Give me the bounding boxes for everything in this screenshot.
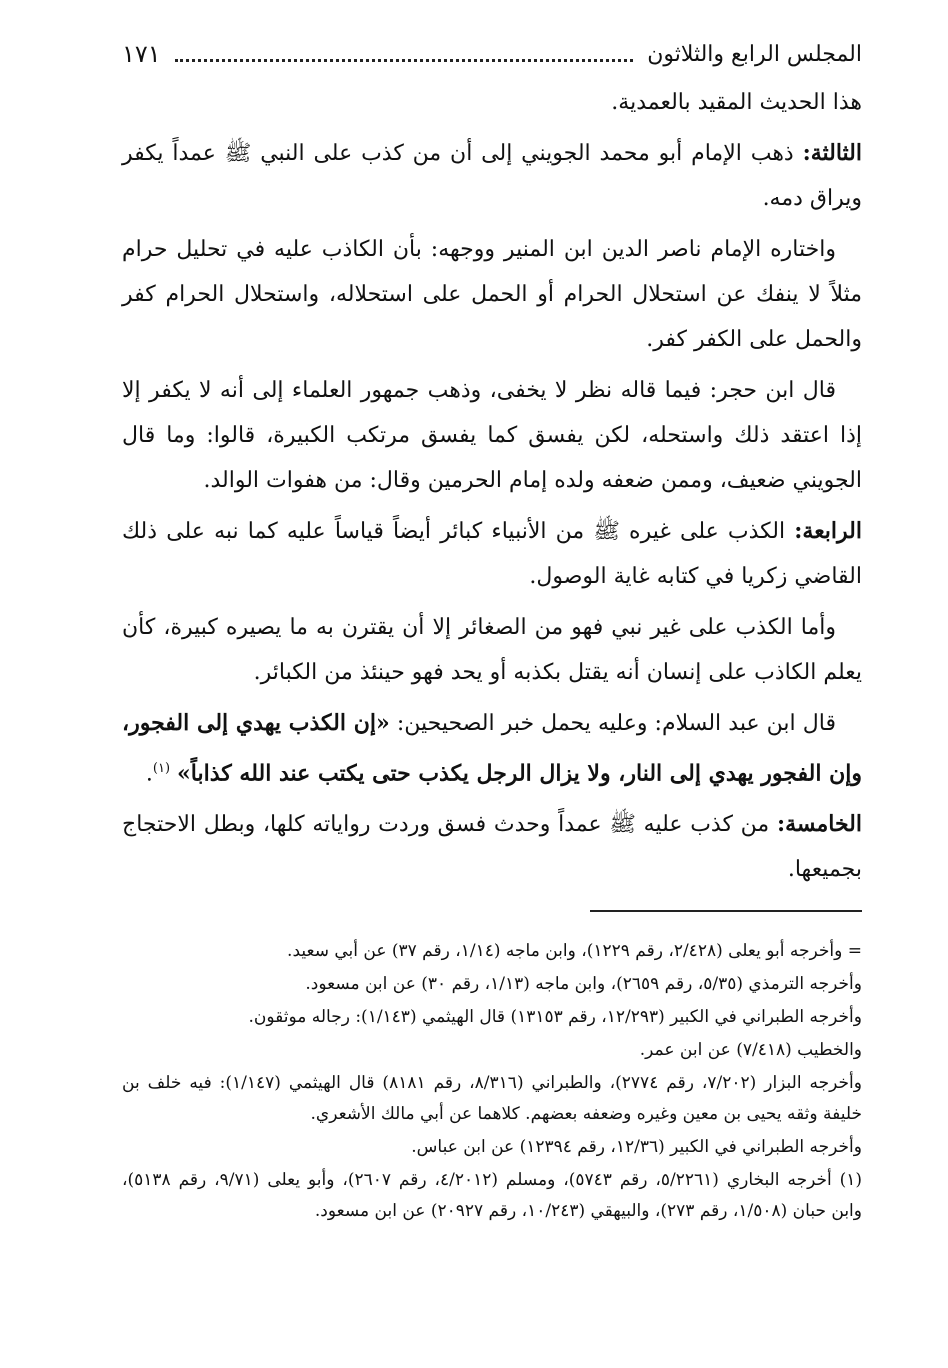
section-label-third: الثالثة: — [802, 140, 862, 166]
paragraph-minor-sins: وأما الكذب على غير نبي فهو من الصغائر إلا أن يقترن به ما يصيره كبيرة، كأن يعلم الكاذب على إنسان أنه يقتل بكذبه أو يحد فهو حينئذ من الكبائر. — [122, 615, 862, 685]
footnotes — [122, 936, 862, 1229]
header-dotted-leader — [175, 47, 634, 62]
footnote-line: (١) أخرجه البخاري (٥/٢٢٦١، رقم ٥٧٤٣)، ومسلم (٤/٢٠١٢، رقم ٢٦٠٧)، وأبو يعلى (٩/٧١، رقم ٥١٣٨)، وابن حبان (١/٥٠٨، رقم ٢٧٣)، والبيهقي (١٠/٢٤٣، رقم ٢٠٩٢٧) عن ابن مسعود. — [122, 1170, 863, 1221]
section-label-fifth: الخامسة: — [776, 811, 862, 838]
paragraph-continuation: هذا الحديث المقيد بالعمدية. — [611, 90, 862, 115]
section-label-fourth: الرابعة: — [794, 518, 862, 544]
paragraph-fourth — [122, 509, 862, 599]
footnote-line: والخطيب (٧/٤١٨) عن ابن عمر. — [639, 1040, 862, 1060]
chapter-title: المجلس الرابع والثلاثون — [647, 41, 862, 67]
paragraph-ibn-munir: واختاره الإمام ناصر الدين ابن المنير ووجهه: بأن الكاذب عليه في تحليل حرام مثلاً لا ينفك عن استحلال الحرام أو الحمل على استحلاله، واستحلال الحرام كفر والحمل على الكفر كفر. — [122, 237, 862, 352]
paragraph-ibn-abd-salam — [122, 701, 862, 796]
footnote-separator — [590, 910, 862, 912]
paragraph-fifth — [122, 802, 862, 892]
hadith-end: . — [145, 761, 153, 787]
hadith-intro: قال ابن عبد السلام: وعليه يحمل خبر الصحيحين: — [396, 711, 836, 736]
running-header — [122, 34, 862, 74]
footnote-ref-1: (١) — [152, 761, 171, 776]
footnote-line: وأخرجه البزار (٧/٢٠٢، رقم ٢٧٧٤)، والطبراني (٨/٣١٦، رقم ٨١٨١) قال الهيثمي (١/١٤٧): فيه خلف بن خليفة وثقه يحيى بن معين وغيره وضعفه بعضهم. كلاهما عن أبي مالك الأشعري. — [122, 1073, 862, 1124]
paragraph-fifth-text: من كذب عليه ﷺ عمداً وحدث فسق وردت رواياته كلها، وبطل الاحتجاج بجميعها. — [122, 812, 862, 883]
hadith-quote: «إن الكذب يهدي إلى الفجور، وإن الفجور يهدي إلى النار، ولا يزال الرجل يكذب حتى يكتب عند الله كذاباً» — [122, 710, 862, 787]
paragraph-fourth-text: الكذب على غيره ﷺ من الأنبياء كبائر أيضاً قياساً عليه كما نبه على ذلك القاضي زكريا في كتابه غاية الوصول. — [122, 519, 862, 589]
main-text — [122, 80, 862, 898]
footnote-line: = وأخرجه أبو يعلى (٢/٤٢٨، رقم ١٢٢٩)، وابن ماجه (١/١٤، رقم ٣٧) عن أبي سعيد. — [287, 941, 862, 961]
paragraph-ibn-hajar: قال ابن حجر: فيما قاله نظر لا يخفى، وذهب جمهور العلماء إلى أنه لا يكفر إلا إذا اعتقد ذلك واستحله، لكن يفسق كما يفسق مرتكب الكبيرة، قالوا: وما قال الجويني ضعيف، وممن ضعفه ولده إمام الحرمين وقال: من هفوات الوالد. — [122, 378, 862, 493]
paragraph-third-text: ذهب الإمام أبو محمد الجويني إلى أن من كذب على النبي ﷺ عمداً يكفر ويراق دمه. — [122, 141, 862, 211]
footnote-line: وأخرجه الطبراني في الكبير (١٢/٢٩٣، رقم ١٣١٥٣) قال الهيثمي (١/١٤٣): رجاله موثقون. — [248, 1007, 862, 1027]
page-number: ١٧١ — [122, 40, 161, 68]
footnote-line: وأخرجه الطبراني في الكبير (١٢/٣٦، رقم ١٢٣٩٤) عن ابن عباس. — [411, 1137, 862, 1157]
paragraph-third — [122, 131, 862, 221]
footnote-line: وأخرجه الترمذي (٥/٣٥، رقم ٢٦٥٩)، وابن ماجه (١/١٣، رقم ٣٠) عن ابن مسعود. — [305, 974, 862, 994]
